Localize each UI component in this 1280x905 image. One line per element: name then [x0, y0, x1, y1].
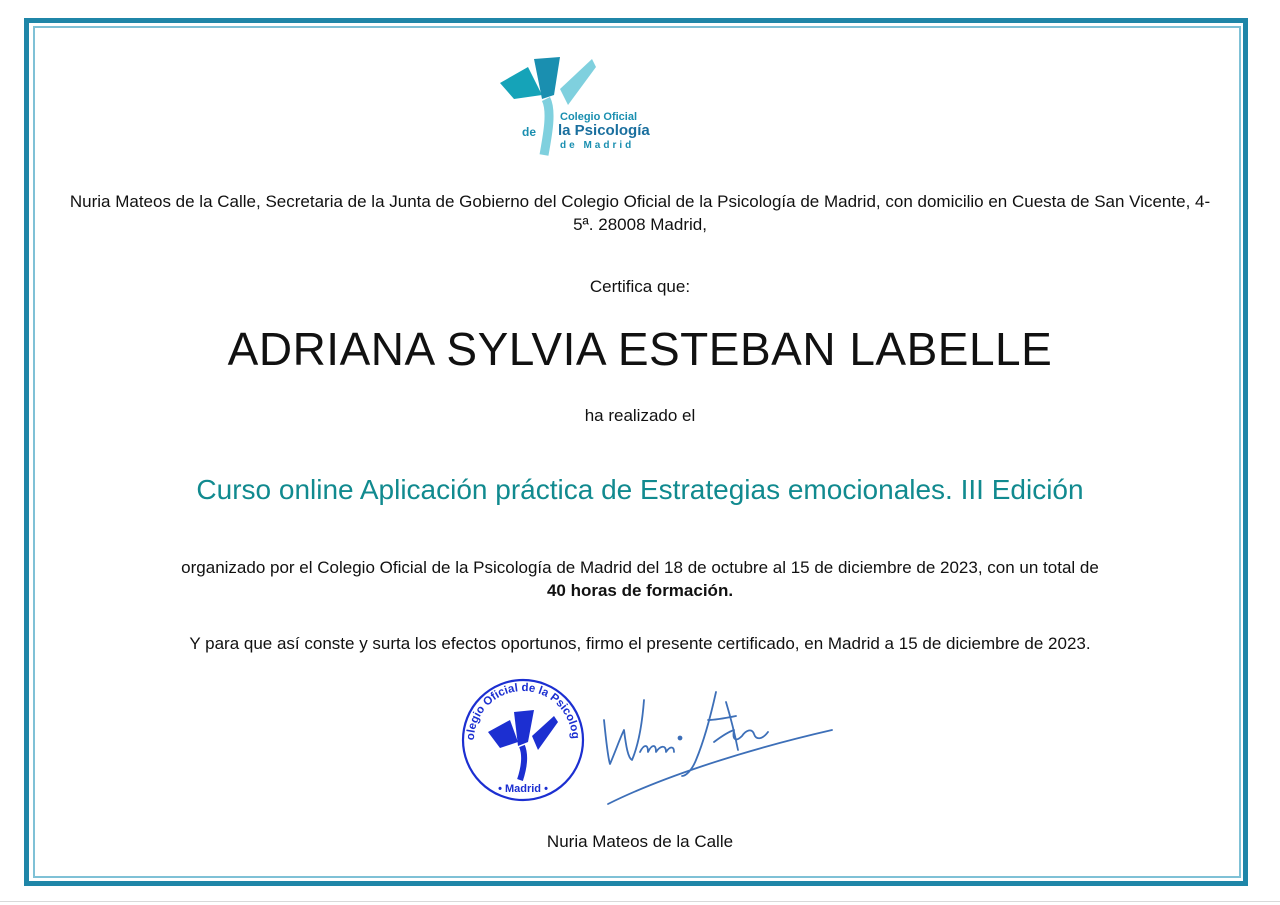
page-bottom-rule — [0, 901, 1280, 902]
logo-line-2: la Psicología — [558, 122, 650, 139]
recipient-name: ADRIANA SYLVIA ESTEBAN LABELLE — [227, 323, 1053, 375]
completed-label: ha realizado el — [584, 406, 696, 425]
handwritten-signature — [596, 680, 841, 812]
logo-line-1: Colegio Oficial — [560, 111, 638, 123]
college-logo — [498, 55, 663, 160]
seal-bottom-text: • Madrid • — [498, 783, 548, 795]
signature-icon — [596, 680, 841, 812]
course-title: Curso online Aplicación práctica de Estrategias emocionales. III Edición — [196, 474, 1084, 505]
closing-paragraph: Y para que así conste y surta los efectos oportunos, firmo el presente certificado, en Madrid a 15 de diciembre de 2023. — [189, 634, 1091, 653]
logo-line-3: de Madrid — [560, 140, 635, 151]
official-seal — [458, 676, 588, 804]
logo-line-2-prefix: de — [522, 125, 537, 139]
intro-paragraph: Nuria Mateos de la Calle, Secretaria de la Junta de Gobierno del Colegio Oficial de la Psicología de Madrid, con domicilio en Cuesta de San Vicente, 4-5ª. 28008 Madrid, — [69, 192, 1211, 234]
seal-emblem-icon — [488, 710, 558, 780]
certifies-label: Certifica que: — [589, 277, 691, 296]
signatory-name: Nuria Mateos de la Calle — [546, 832, 734, 851]
seal-ring-text: olegio Oficial de la Psicolog — [464, 681, 582, 741]
organized-paragraph: organizado por el Colegio Oficial de la Psicología de Madrid del 18 de octubre al 15 de diciembre de 2023, con un total de — [181, 558, 1099, 577]
training-hours: 40 horas de formación. — [546, 581, 734, 600]
